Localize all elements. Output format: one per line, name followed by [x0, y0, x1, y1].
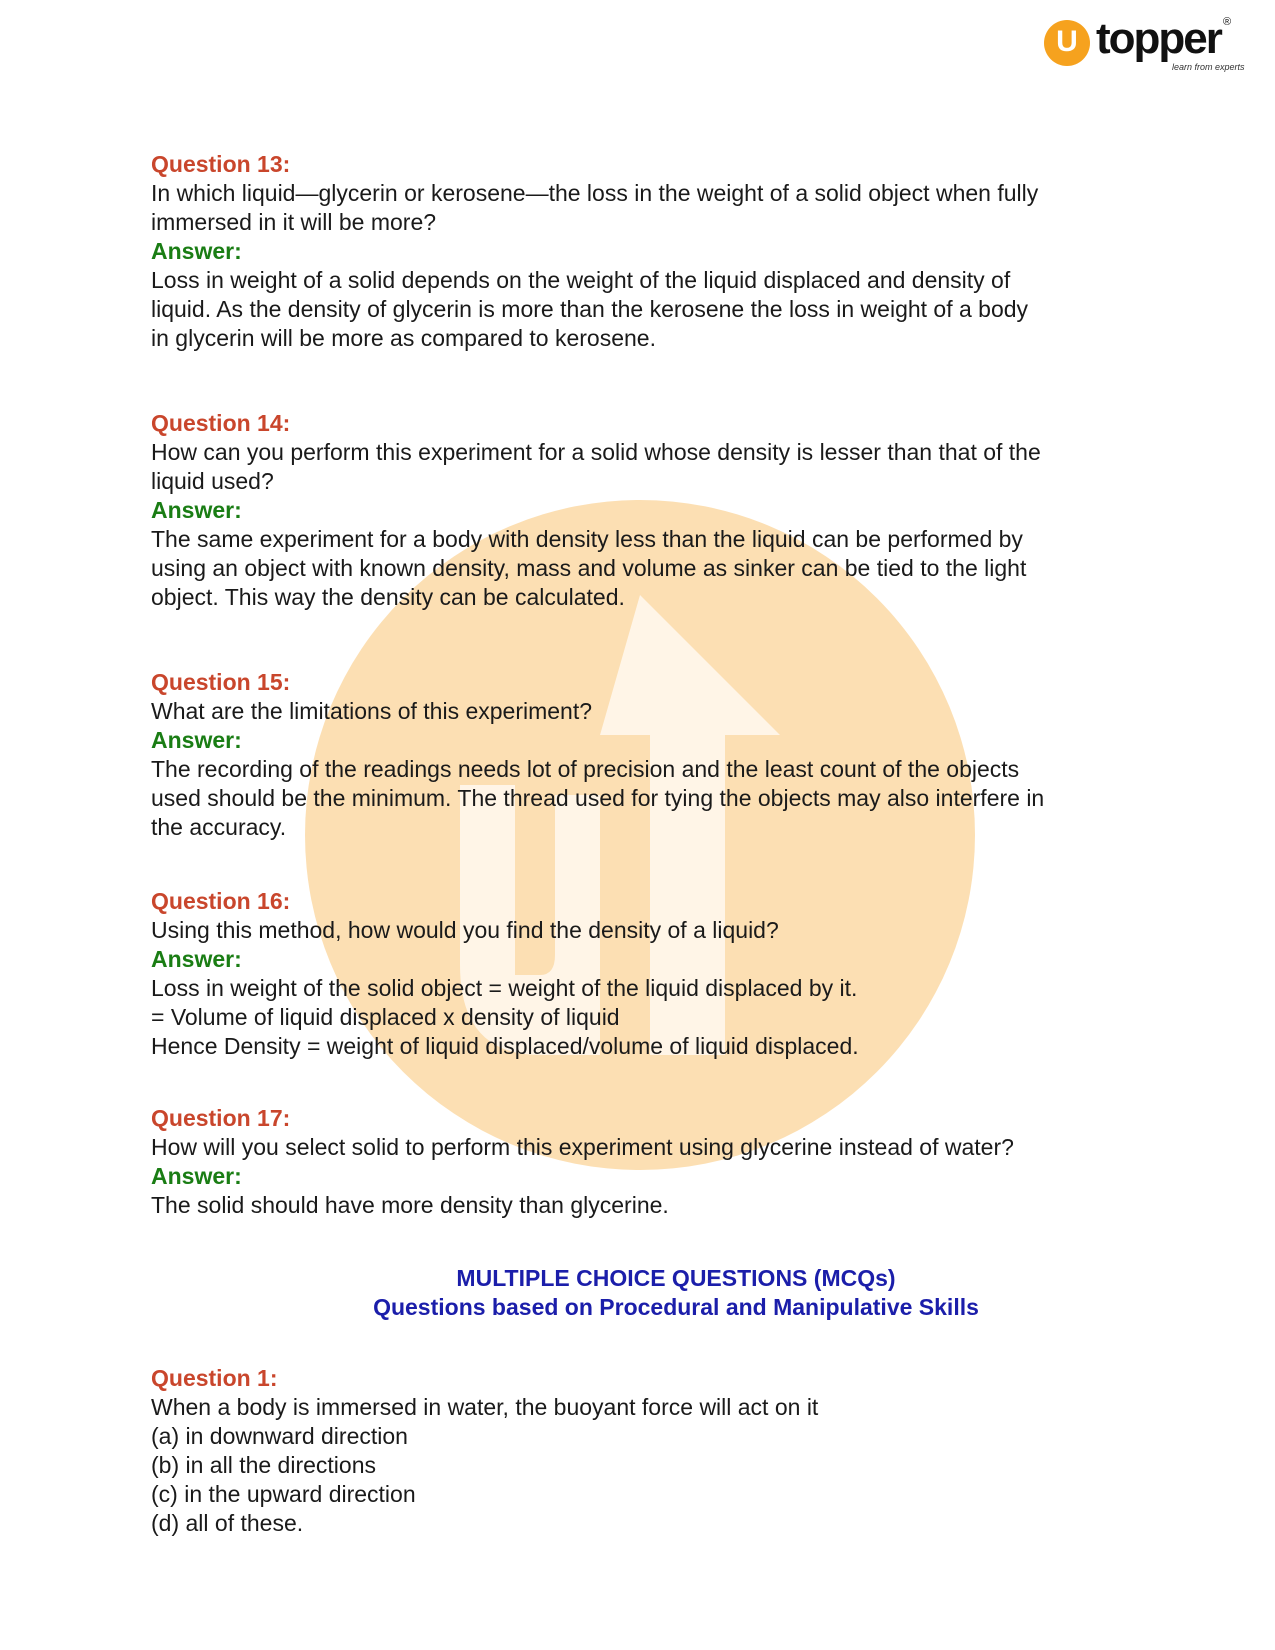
text-line: How will you select solid to perform this experiment using glycerine instead of water?	[151, 1134, 1014, 1160]
mcq-option: (d) all of these.	[151, 1510, 304, 1536]
answer-text	[151, 266, 1141, 353]
mcq-options	[151, 1422, 1141, 1538]
text-line: liquid. As the density of glycerin is more than the kerosene the loss in weight of a body	[151, 296, 1029, 322]
answer-text	[151, 1191, 1141, 1220]
qa-block-14	[151, 409, 1141, 612]
answer-label: Answer:	[151, 497, 242, 523]
section-title: MULTIPLE CHOICE QUESTIONS (MCQs)	[456, 1265, 896, 1291]
mcq-section-heading	[151, 1264, 1141, 1322]
answer-text	[151, 525, 1141, 612]
question-label: Question 17:	[151, 1105, 291, 1131]
question-text	[151, 916, 1141, 945]
question-label: Question 1:	[151, 1365, 278, 1391]
answer-label: Answer:	[151, 727, 242, 753]
question-label: Question 16:	[151, 888, 291, 914]
qa-block-13	[151, 150, 1141, 353]
qa-block-15	[151, 668, 1141, 842]
text-line: When a body is immersed in water, the buoyant force will act on it	[151, 1394, 819, 1420]
qa-block-17	[151, 1104, 1141, 1220]
text-line: Using this method, how would you find the density of a liquid?	[151, 917, 779, 943]
text-line: = Volume of liquid displaced x density of liquid	[151, 1004, 620, 1030]
text-line: the accuracy.	[151, 814, 287, 840]
answer-text	[151, 974, 1141, 1061]
text-line: In which liquid—glycerin or kerosene—the loss in the weight of a solid object when fully	[151, 180, 1039, 206]
text-line: object. This way the density can be calculated.	[151, 584, 625, 610]
question-label: Question 14:	[151, 410, 291, 436]
answer-label: Answer:	[151, 946, 242, 972]
text-line: The same experiment for a body with density less than the liquid can be performed by	[151, 526, 1023, 552]
text-line: used should be the minimum. The thread used for tying the objects may also interfere in	[151, 785, 1045, 811]
qa-block-16	[151, 887, 1141, 1061]
question-text	[151, 1393, 1141, 1422]
question-text	[151, 1133, 1141, 1162]
logo-badge-icon: U	[1044, 20, 1090, 66]
text-line: Hence Density = weight of liquid displaced/volume of liquid displaced.	[151, 1033, 859, 1059]
registered-mark: ®	[1223, 16, 1232, 28]
text-line: The recording of the readings needs lot of precision and the least count of the objects	[151, 756, 1020, 782]
text-line: The solid should have more density than glycerine.	[151, 1192, 669, 1218]
question-label: Question 13:	[151, 151, 291, 177]
text-line: Loss in weight of a solid depends on the weight of the liquid displaced and density of	[151, 267, 1011, 293]
section-subtitle: Questions based on Procedural and Manipulative Skills	[373, 1294, 979, 1320]
mcq-option: (a) in downward direction	[151, 1423, 408, 1449]
answer-text	[151, 755, 1141, 842]
answer-label: Answer:	[151, 1163, 242, 1189]
logo-tagline: learn from experts	[1172, 62, 1245, 72]
text-line: immersed in it will be more?	[151, 209, 437, 235]
text-line: Loss in weight of the solid object = weight of the liquid displaced by it.	[151, 975, 858, 1001]
text-line: using an object with known density, mass and volume as sinker can be tied to the light	[151, 555, 1027, 581]
text-line: How can you perform this experiment for a solid whose density is lesser than that of the	[151, 439, 1041, 465]
question-text	[151, 697, 1141, 726]
mcq-option: (c) in the upward direction	[151, 1481, 416, 1507]
answer-label: Answer:	[151, 238, 242, 264]
question-text	[151, 179, 1141, 237]
logo-wordmark: topper	[1096, 14, 1221, 63]
mcq-option: (b) in all the directions	[151, 1452, 376, 1478]
text-line: What are the limitations of this experiment?	[151, 698, 593, 724]
text-line: in glycerin will be more as compared to kerosene.	[151, 325, 656, 351]
brand-logo	[1040, 14, 1245, 84]
text-line: liquid used?	[151, 468, 274, 494]
mcq-block-1	[151, 1364, 1141, 1538]
question-label: Question 15:	[151, 669, 291, 695]
document-body	[151, 150, 1141, 1594]
question-text	[151, 438, 1141, 496]
